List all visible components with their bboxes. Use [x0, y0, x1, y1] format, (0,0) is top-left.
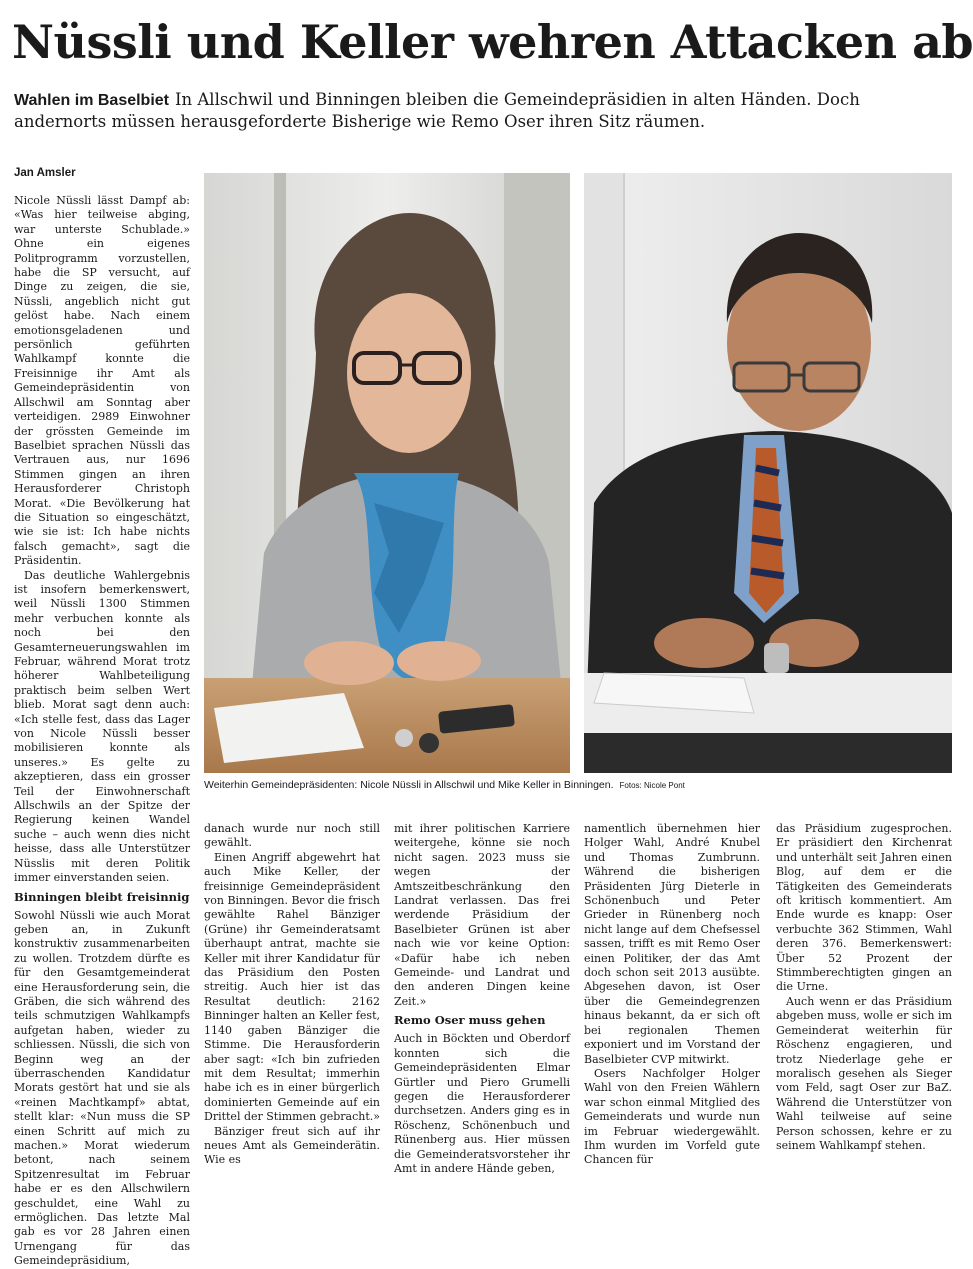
photo-credit: Fotos: Nicole Pont: [619, 781, 685, 790]
body-paragraph: Bänziger freut sich auf ihr neues Amt als Gemeinderätin. Wie es: [204, 1124, 380, 1167]
body-paragraph: Sowohl Nüssli wie auch Morat geben an, in Zukunft konstruktiv zusammenarbeiten zu wollen. Trotzdem dürfte es für den Gesamtgemeinderat eine Herausforderung sein, die Gräben, die sich während des teils schmutzigen Wahlkampfs aufgetan haben, wieder zu schliessen. Nüssli, die sich von Beginn weg an der überraschenden Kandidatur Morats gestört hat und sie als «reinen Machtkampf» abtat, stellt klar: «Nun muss die SP einen Schritt auf mich zu machen.» Morat wiederum betont, nach seinem Spitzenresultat im Februar habe er es den Allschwilern geschuldet, eine Wahl zu ermöglichen. Das letzte Mal gab es vor 28 Jahren einen Urnengang für das Gemeindepräsidium,: [14, 908, 190, 1268]
lead-paragraph: [14, 89, 944, 132]
article-column-3: [394, 822, 570, 1175]
article-column-2: [204, 822, 380, 1167]
body-paragraph: Osers Nachfolger Holger Wahl von den Freien Wählern war schon einmal Mitglied des Gemeinderats und wurde nun im Februar wiedergewählt. Ihm wurden im Vorfeld gute Chancen für: [584, 1066, 760, 1167]
body-paragraph: Einen Angriff abgewehrt hat auch Mike Keller, der freisinnige Gemeindepräsident von Binningen. Bevor die frisch gewählte Rahel Bänziger (Grüne) ihr Gemeinderatsamt überhaupt antrat, machte sie Keller mit ihrer Kandidatur für das Präsidium den Posten streitig. Auch hier ist das Resultat deutlich: 2162 Binninger halten an Keller fest, 1140 gaben Bänziger die Stimme. Die Herausforderin aber sagt: «Ich bin zufrieden mit dem Resultat; immerhin habe ich es in einer bürgerlich dominierten Gemeinde auf ein Drittel der Stimmen gebracht.»: [204, 850, 380, 1124]
body-paragraph: danach wurde nur noch still gewählt.: [204, 822, 380, 850]
body-paragraph: Auch wenn er das Präsidium abgeben muss, wolle er sich im Gemeinderat weiterhin für Röschenz engagieren, und trotz Niederlage gehe er moralisch gesehen als Sieger vom Feld, sagt Oser zur BaZ. Während die Unterstützer von Wahl teilweise auf seine Person schossen, kehre er zu seinem Wahlkampf stehen.: [776, 994, 952, 1152]
photo-nicole-nuessli: [204, 173, 570, 773]
photo-caption: [204, 779, 685, 791]
body-paragraph: Das deutliche Wahlergebnis ist insofern bemerkenswert, weil Nüssli 1300 Stimmen mehr verbuchen konnte als noch bei den Gesamterneuerungswahlen im Februar, während Morat trotz höherer Wahlbeteiligung praktisch beim selben Wert blieb. Morat sagt denn auch: «Ich stelle fest, dass das Lager von Nicole Nüssli besser mobilisieren konnte als unseres.» Es gelte zu akzeptieren, dass ein grosser Teil der Einwohnerschaft Allschwils an der Spitze der Regierung keinen Wandel suche – auch wenn dies nicht heisse, dass alle Unterstützer Nüsslis mit deren Politik immer einverstanden seien.: [14, 568, 190, 885]
subheading: Binningen bleibt freisinnig: [14, 889, 190, 904]
body-paragraph: das Präsidium zugesprochen. Er präsidiert den Kirchenrat und unterhält seit Jahren einen Blog, auf dem er die Tätigkeiten des Gemeinderats oft kritisch kommentiert. Am Ende wurde es knapp: Oser verbuchte 362 Stimmen, Wahl deren 376. Bemerkenswert: Über 52 Prozent der Stimmberechtigten gingen an die Urne.: [776, 822, 952, 994]
photo-mike-keller: [584, 173, 952, 773]
body-paragraph: mit ihrer politischen Karriere weitergehe, könne sie noch nicht sagen. 2023 muss sie wegen der Amtszeitbeschränkung den Landrat verlassen. Das frei werdende Präsidium der Baselbieter Grünen ist aber nach wie vor keine Option: «Dafür habe ich neben Gemeinde- und Landrat und den anderen Dingen keine Zeit.»: [394, 822, 570, 1008]
kicker: Wahlen im Baselbiet: [14, 92, 169, 109]
article-column-5: [776, 822, 952, 1152]
subheading: Remo Oser muss gehen: [394, 1013, 546, 1028]
lead-text: In Allschwil und Binningen bleiben die Gemeindepräsidien in alten Händen. Doch andernorts müssen herausgeforderte Bisherige wie Remo Oser ihren Sitz räumen.: [14, 90, 860, 131]
author-byline: Jan Amsler: [14, 167, 76, 179]
article-column-1: [14, 194, 190, 1268]
article-column-4: [584, 822, 760, 1167]
caption-text: Weiterhin Gemeindepräsidenten: Nicole Nüssli in Allschwil und Mike Keller in Binningen.: [204, 779, 614, 791]
body-paragraph: namentlich übernehmen hier Holger Wahl, André Knubel und Thomas Zumbrunn. Während die bisherigen Präsidenten Jürg Dieterle in Schönenbuch und Peter Grieder in Rünenberg noch nicht lange auf dem Chefsessel sassen, trifft es mit Remo Oser einen Politiker, der das Amt doch schon seit 2013 ausübte. Abgesehen davon, ist Oser über die Gemeindegrenzen hinaus bekannt, da er sich oft bei regionalen Themen exponiert und im Vorstand der Baselbieter CVP mitwirkt.: [584, 822, 760, 1066]
body-paragraph: Auch in Böckten und Oberdorf konnten sich die Gemeindepräsidenten Elmar Gürtler und Piero Grumelli gegen die Herausforderer durchsetzen. Anders ging es in Röschenz, Schönenbuch und Rünenberg aus. Hier müssen die Gemeinderatsvorsteher ihr Amt in andere Hände geben,: [394, 1032, 570, 1175]
body-paragraph: Nicole Nüssli lässt Dampf ab: «Was hier teilweise abging, war unterste Schublade.» Ohne ein eigenes Politprogramm vorzustellen, habe die SP versucht, auf Dinge zu zeigen, die sie, Nüssli, angeblich nicht gut gelöst habe. Nach einem emotionsgeladenen und persönlich geführten Wahlkampf konnte die Freisinnige ihr Amt als Gemeindepräsidentin von Allschwil am Sonntag aber verteidigen. 2989 Einwohner der grössten Gemeinde im Baselbiet sprachen Nüssli das Vertrauen aus, nur 1696 Stimmen gingen an ihren Herausforderer Christoph Morat. «Die Bevölkerung hat die Situation so eingeschätzt, wie sie ist: Ich habe nichts falsch gemacht», sagt die Präsidentin.: [14, 194, 190, 568]
headline: Nüssli und Keller wehren Attacken ab: [12, 15, 973, 69]
